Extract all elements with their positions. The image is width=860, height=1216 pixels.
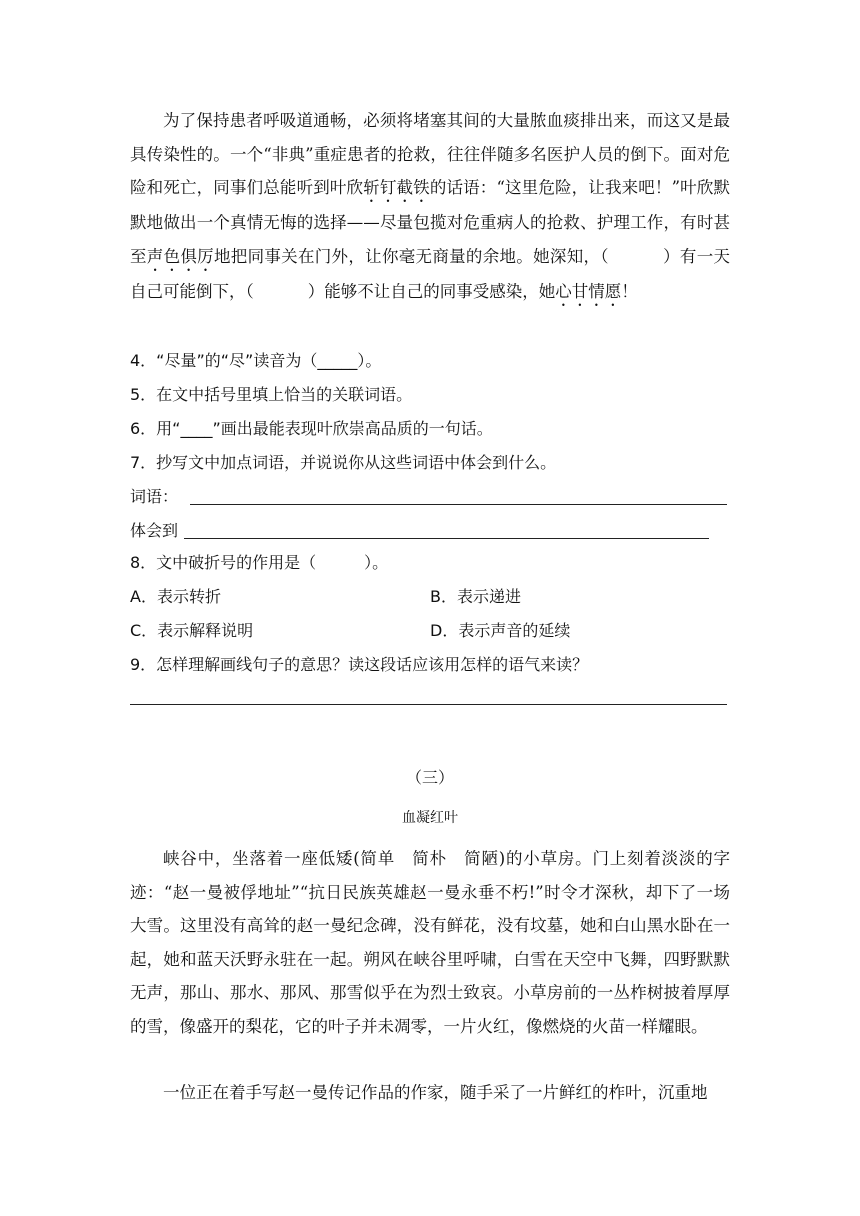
option-a[interactable]: A．表示转折: [130, 587, 221, 606]
question-6: 6．用“____”画出最能表现叶欣崇高品质的一句话。: [130, 419, 493, 438]
q9-answer-line[interactable]: [130, 704, 727, 705]
text-run: 地把同事关在门外，让你毫无商量的余地。她深知，（: [213, 246, 609, 266]
text-run: 的话语：“这里危险，让我来吧！”叶欣默默地做出一个真情无悔的选择——尽量包揽对危重病人的抢救、护理工作，有时甚至: [130, 178, 730, 266]
option-c[interactable]: C．表示解释说明: [130, 621, 254, 640]
option-d[interactable]: D．表示声音的延续: [430, 621, 571, 640]
text-run: ！: [621, 281, 638, 301]
dotted-word-2: 声色俱厉: [146, 246, 214, 266]
question-8: 8．文中破折号的作用是（ ）。: [130, 553, 389, 572]
story-paragraph-2: 一位正在着手写赵一曼传记作品的作家，随手采了一片鲜红的柞叶，沉重地: [163, 1083, 708, 1102]
text-run: ）能够不让自己的同事受感染，她: [307, 281, 556, 301]
dotted-word-3: 心甘情愿: [555, 281, 622, 301]
question-5: 5．在文中括号里填上恰当的关联词语。: [130, 385, 413, 404]
option-b[interactable]: B．表示递进: [430, 587, 521, 606]
story-paragraph-1: 峡谷中，坐落着一座低矮(简单 简朴 简陋)的小草房。门上刻着淡淡的字迹：“赵一曼被俘地址”“抗日民族英雄赵一曼永垂不朽!”时令才深秋，却下了一场大雪。这里没有高耸的赵一曼纪念碑，没有鲜花，没有坟墓，她和白山黑水卧在一起，她和蓝天沃野永驻在一起。朔风在峡谷里呼啸，白雪在天空中飞舞，四野默默无声，那山、那水、那风、那雪似乎在为烈士致哀。小草房前的一丛柞树披着厚厚的雪，像盛开的梨花，它的叶子并未凋零，一片火红，像燃烧的火苗一样耀眼。: [130, 849, 730, 1036]
question-7: 7．抄写文中加点词语，并说说你从这些词语中体会到什么。: [130, 453, 557, 472]
feeling-label: 体会到: [130, 521, 179, 540]
text-run: 为了保持患者呼吸道通畅，必须将堵塞其间的大量脓血痰排出来，而这又是最具传染性的。一个“非典”重症患者的抢救，往往伴随多名医护人员的倒下。面对危险和死亡，同事们总能听到叶欣: [130, 111, 730, 198]
section-title: 血凝红叶: [402, 810, 458, 826]
text-run: ）有一天自己可能倒下，（: [130, 246, 731, 301]
dotted-word-1: 斩钉截铁: [363, 178, 430, 198]
passage-paragraph: [130, 104, 730, 310]
words-label: 词语：: [130, 487, 179, 506]
feeling-answer-line[interactable]: [184, 538, 709, 539]
question-4: 4．“尽量”的“尽”读音为（_____）。: [130, 351, 382, 370]
words-answer-line[interactable]: [190, 504, 727, 505]
question-9: 9．怎样理解画线句子的意思？读这段话应该用怎样的语气来读？: [130, 655, 589, 674]
section-number: （三）: [405, 768, 454, 787]
